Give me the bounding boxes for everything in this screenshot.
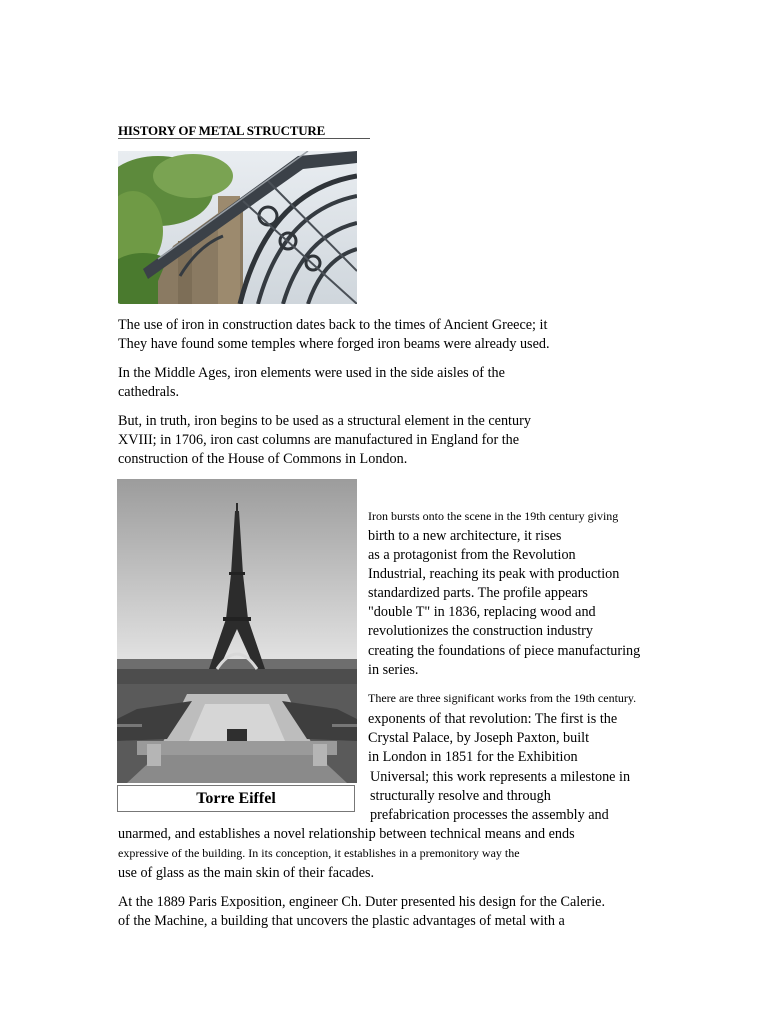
paragraph-3-line-2: XVIII; in 1706, iron cast columns are manufactured in England for the xyxy=(118,432,520,448)
paragraph-4-line-6: "double T" in 1836, replacing wood and xyxy=(368,604,596,620)
paragraph-3-line-1: But, in truth, iron begins to be used as a structural element in the century xyxy=(118,413,531,429)
paragraph-5-line-5: Universal; this work represents a milestone in xyxy=(370,769,631,785)
paragraph-1-line-2: They have found some temples where forged iron beams were already used. xyxy=(118,336,550,352)
paragraph-4-line-5: standardized parts. The profile appears xyxy=(368,585,588,601)
title-underline xyxy=(118,138,370,139)
paragraph-4-line-2: birth to a new architecture, it rises xyxy=(368,528,562,544)
bridge-illustration xyxy=(118,151,357,304)
document-title: HISTORY OF METAL STRUCTURE xyxy=(118,123,326,138)
paragraph-4-line-3: as a protagonist from the Revolution xyxy=(368,547,576,563)
paragraph-1-line-1: The use of iron in construction dates back to the times of Ancient Greece; it xyxy=(118,317,548,333)
paragraph-4-line-8: creating the foundations of piece manufacturing xyxy=(368,643,641,659)
paragraph-2-line-2: cathedrals. xyxy=(118,384,180,400)
paragraph-4-line-9: in series. xyxy=(368,662,419,678)
paragraph-5-line-3: Crystal Palace, by Joseph Paxton, built xyxy=(368,730,590,746)
paragraph-4-line-1: Iron bursts onto the scene in the 19th century giving xyxy=(368,509,619,523)
paragraph-5-line-9: expressive of the building. In its conception, it establishes in a premonitory way the xyxy=(118,846,520,860)
paragraph-3-line-3: construction of the House of Commons in London. xyxy=(118,451,408,467)
paragraph-4-line-7: revolutionizes the construction industry xyxy=(368,623,593,639)
paragraph-6-line-2: of the Machine, a building that uncovers the plastic advantages of metal with a xyxy=(118,913,565,929)
iron-bridge-photo xyxy=(118,151,357,304)
paragraph-5-line-2: exponents of that revolution: The first is the xyxy=(368,711,618,727)
paragraph-6-line-1: At the 1889 Paris Exposition, engineer Ch. Duter presented his design for the Calerie. xyxy=(118,894,605,910)
paragraph-5-line-7: prefabrication processes the assembly and xyxy=(370,807,609,823)
paragraph-5-line-8: unarmed, and establishes a novel relationship between technical means and ends xyxy=(118,826,575,842)
paragraph-5-line-10: use of glass as the main skin of their facades. xyxy=(118,865,375,881)
paragraph-4-line-4: Industrial, reaching its peak with production xyxy=(368,566,620,582)
eiffel-tower-illustration xyxy=(117,479,357,783)
paragraph-5-line-1: There are three significant works from the 19th century. xyxy=(368,691,637,705)
eiffel-caption: Torre Eiffel xyxy=(117,785,355,812)
paragraph-5-line-6: structurally resolve and through xyxy=(370,788,551,804)
eiffel-tower-photo xyxy=(117,479,357,783)
paragraph-5-line-4: in London in 1851 for the Exhibition xyxy=(368,749,578,765)
paragraph-2-line-1: In the Middle Ages, iron elements were used in the side aisles of the xyxy=(118,365,505,381)
